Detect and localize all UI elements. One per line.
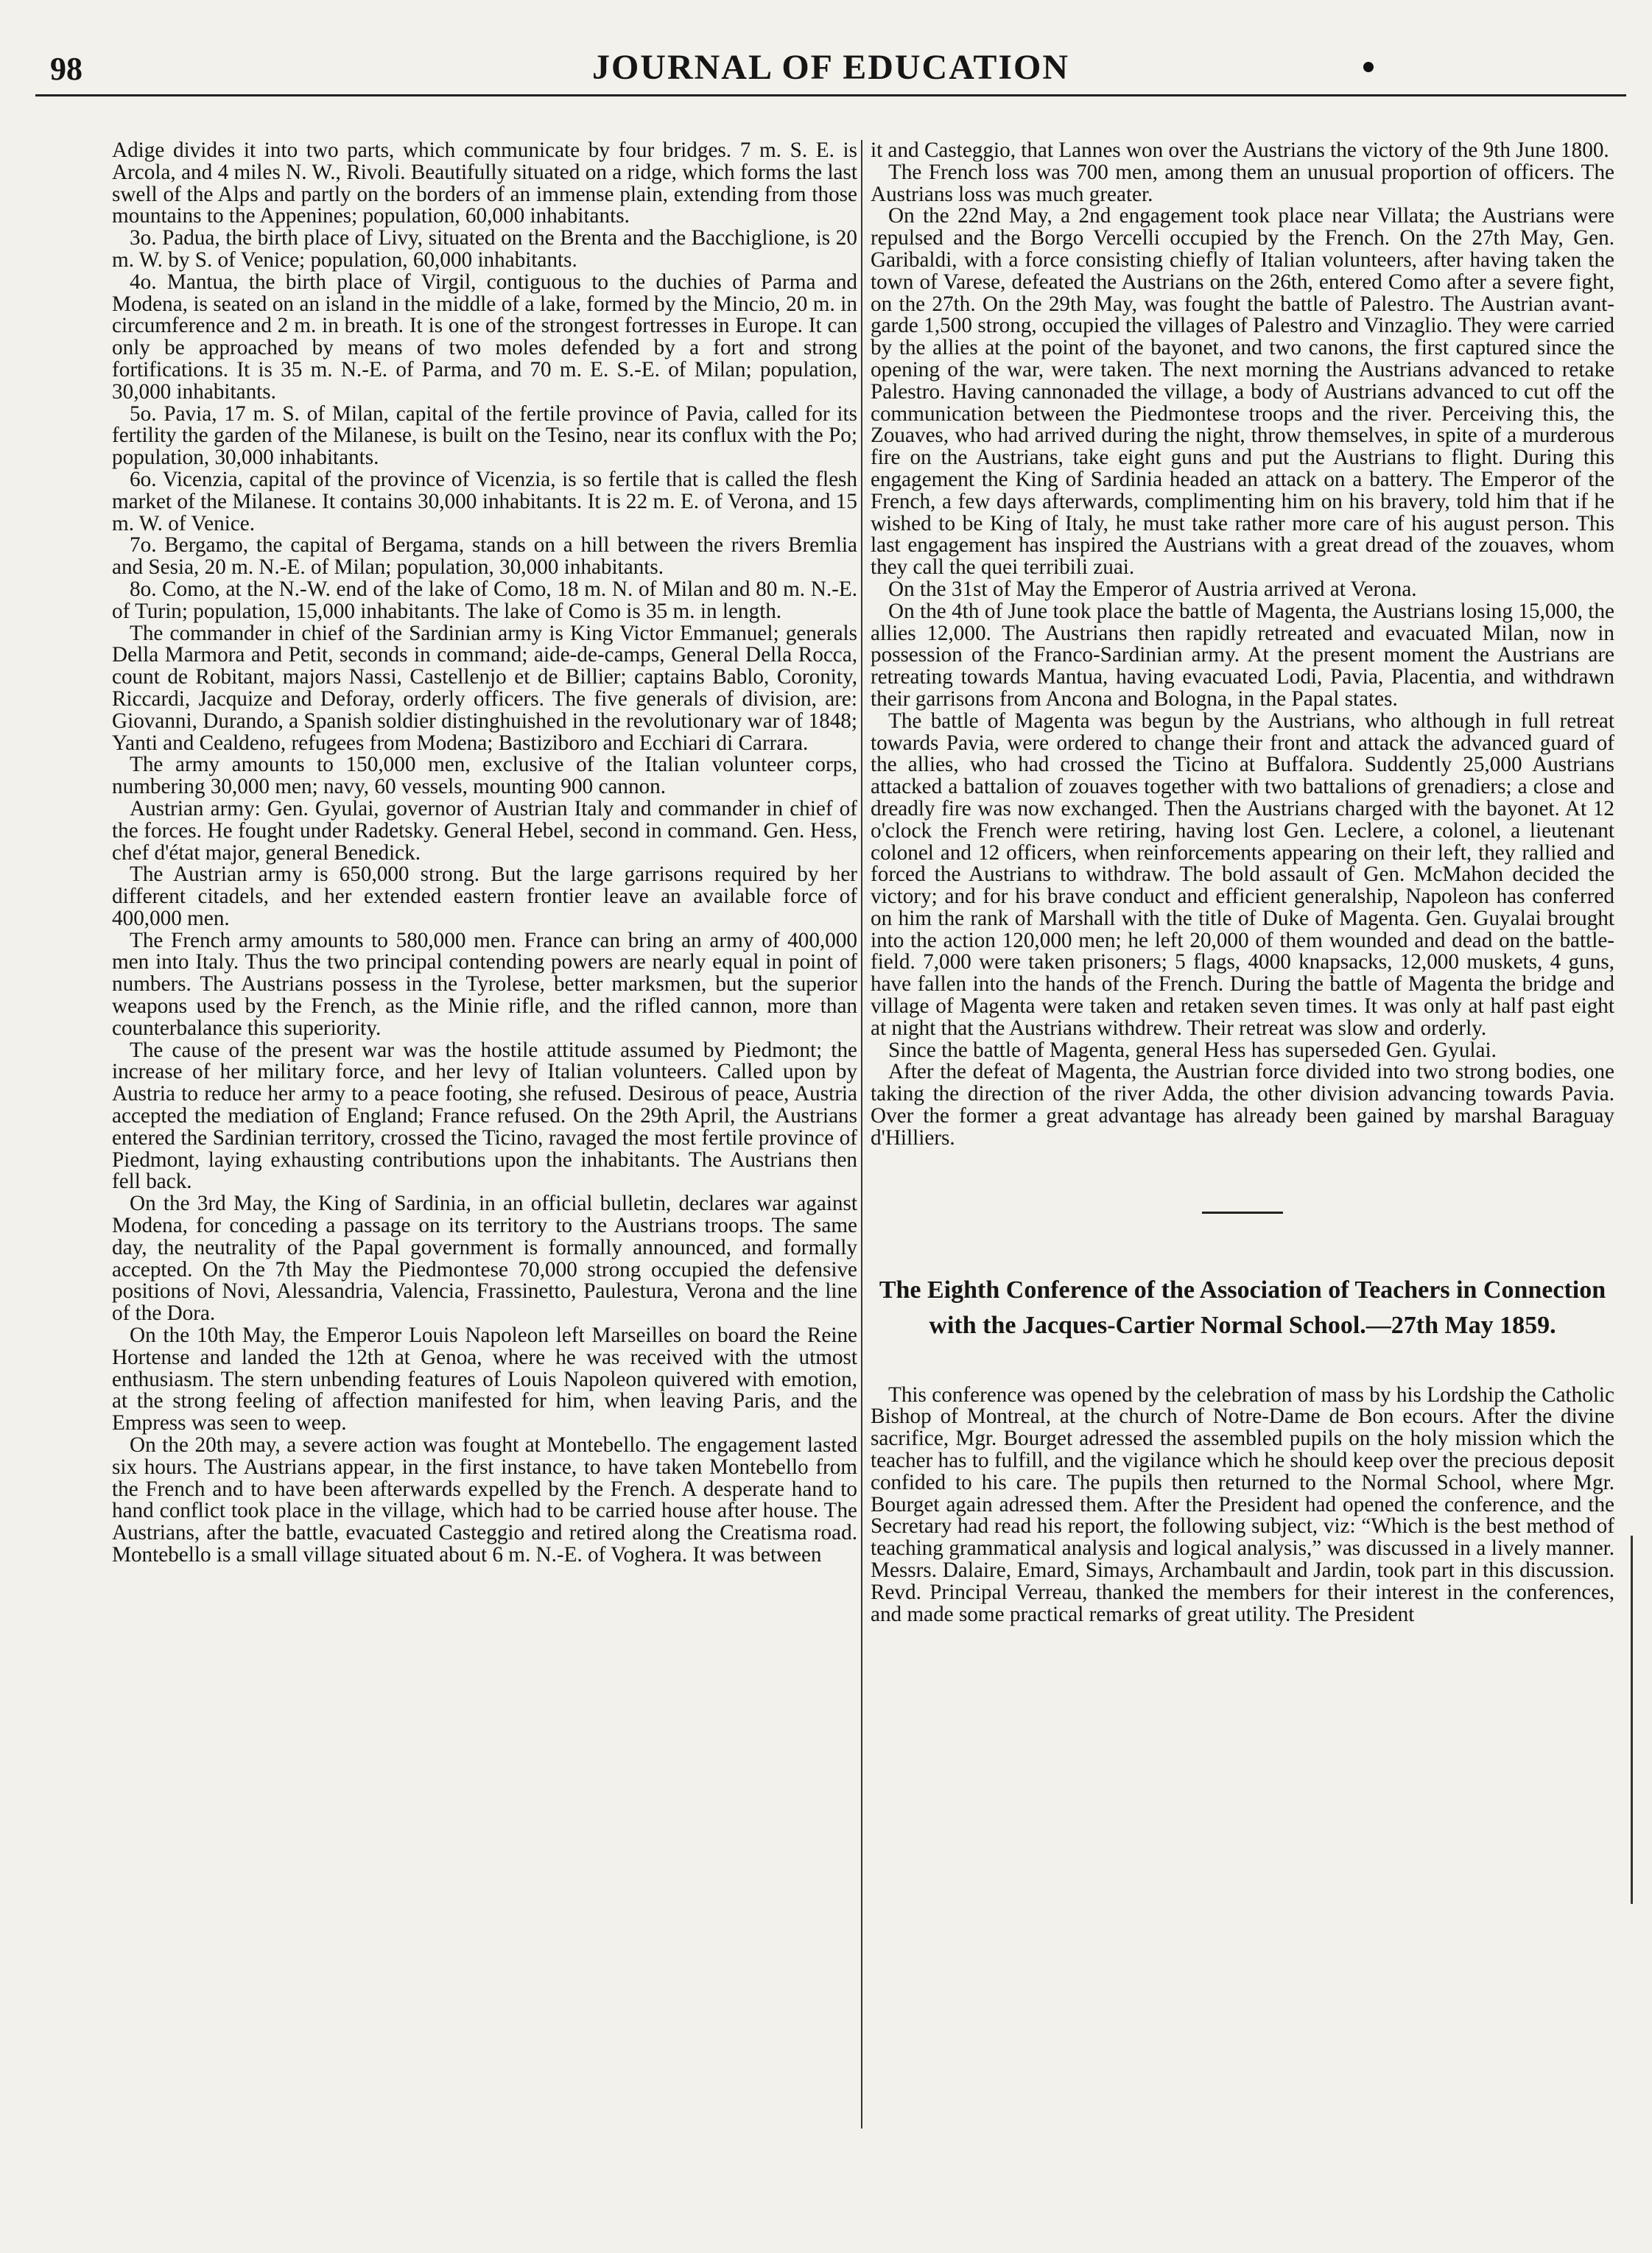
paragraph: The French army amounts to 580,000 men. France can bring an army of 400,000 men into Italy. Thus the two principal contending powers are nearly equal in point of numbers. The Austrians possess in the Tyrolese, better marksmen, but the superior weapons used by the French, as the Minie rifle, and the rifled cannon, more than counterbalance this superiority. xyxy=(112,928,857,1040)
paragraph: The battle of Magenta was begun by the Austrians, who although in full retreat towards Pavia, were ordered to change their front and attack the advanced guard of the allies, who had crossed the Ticino at Buffalora. Suddently 25,000 Austrians attacked a battalion of zouaves together with two battalions of grenadiers; a close and dreadly fire was now exchanged. Then the Austrians charged with the bayonet. At 12 o'clock the French were retiring, having lost Gen. Leclere, a colonel, a lieutenant colonel and 12 officers, when reinforcements appearing on their left, they rallied and forced the Austrians to withdraw. The bold assault of Gen. McMahon decided the victory; and for his brave conduct and efficient generalship, Napoleon has conferred on him the rank of Marshall with the title of Duke of Magenta. Gen. Guyalai brought into the action 120,000 men; he left 20,000 of them wounded and dead on the battle-field. 7,000 were taken prisoners; 5 flags, 4000 knapsacks, 12,000 muskets, 4 guns, have fallen into the hands of the French. During the battle of Magenta the bridge and village of Magenta were taken and retaken seven times. It was only at half past eight at night that the Austrians withdrew. Their retreat was slow and orderly. xyxy=(871,709,1614,1040)
paragraph: The French loss was 700 men, among them an unusual proportion of officers. The Austrians loss was much greater. xyxy=(871,160,1614,206)
left-column xyxy=(112,140,857,1567)
paragraph: This conference was opened by the celebration of mass by his Lordship the Catholic Bishop of Montreal, at the church of Notre-Dame de Bon ecours. After the divine sacrifice, Mgr. Bourget adressed the assembled pupils on the holy mission which the teacher has to fulfill, and the vigilance which he should keep over the precious deposit confided to his care. The pupils then returned to the Normal School, where Mgr. Bourget again adressed them. After the President had opened the conference, and the Secretary had read his report, the following subject, viz: “Which is the best method of teaching grammatical analysis and logical analysis,” was discussed in a lively manner. Messrs. Dalaire, Emard, Simays, Archambault and Jardin, took part in this discussion. Revd. Principal Verreau, thanked the members for their interest in the conferences, and made some practical remarks of great utility. The President xyxy=(871,1382,1614,1626)
paragraph: After the defeat of Magenta, the Austrian force divided into two strong bodies, one taking the direction of the river Adda, the other division advancing towards Pavia. Over the former a great advantage has already been gained by marshal Baraguay d'Hilliers. xyxy=(871,1060,1614,1150)
right-column xyxy=(871,140,1614,1625)
paragraph: Austrian army: Gen. Gyulai, governor of Austrian Italy and commander in chief of the forces. He fought under Radetsky. General Hebel, second in command. Gen. Hess, chef d'état major, general Benedick. xyxy=(112,796,857,865)
column-divider xyxy=(861,140,862,2129)
paragraph: it and Casteggio, that Lannes won over the Austrians the victory of the 9th June 1800. xyxy=(871,138,1609,162)
page-edge-mark xyxy=(1631,1536,1636,1904)
paragraph: On the 10th May, the Emperor Louis Napoleon left Marseilles on board the Reine Hortense and landed the 12th at Genoa, where he was received with the utmost enthusiasm. The stern unbending features of Louis Napoleon quivered with emotion, at the strong feeling of affection manifested for him, when leaving Paris, and the Empress was seen to weep. xyxy=(112,1324,857,1435)
page-number: 98 xyxy=(50,51,82,87)
paragraph: On the 31st of May the Emperor of Austria arrived at Verona. xyxy=(888,577,1417,601)
paragraph: 5o. Pavia, 17 m. S. of Milan, capital of the fertile province of Pavia, called for its fertility the garden of the Milanese, is built on the Tesino, near its conflux with the Po; population, 30,000 inhabitants. xyxy=(112,401,857,470)
paragraph: The commander in chief of the Sardinian army is King Victor Emmanuel; generals Della Marmora and Petit, seconds in command; aide-de-camps, General Della Rocca, count de Robitant, majors Nassi, Castellenjo et de Billier; captains Bablo, Coronity, Riccardi, Jacquize and Deforay, orderly officers. The five generals of division, are: Giovanni, Durando, a Spanish soldier distinghuished in the revolutionary war of 1848; Yanti and Cealdeno, refugees from Modena; Bastiziboro and Ecchiari di Carrara. xyxy=(112,621,857,755)
paragraph: On the 22nd May, a 2nd engagement took place near Villata; the Austrians were repulsed and the Borgo Vercelli occupied by the French. On the 27th May, Gen. Garibaldi, with a force consisting chiefly of Italian volunteers, after having taken the town of Varese, defeated the Austrians on the 26th, entered Como after a severe fight, on the 27th. On the 29th May, was fought the battle of Palestro. The Austrian avant-garde 1,500 strong, occupied the villages of Palestro and Vinzaglio. They were carried by the allies at the point of the bayonet, and two canons, the first captured since the opening of the war, were taken. The next morning the Austrians advanced to retake Palestro. Having cannonaded the village, a body of Austrians advanced to cut off the communication between the Piedmontese troops and the river. Perceiving this, the Zouaves, who had arrived during the night, throw themselves, in spite of a murderous fire on the Austrians, take eight guns and put the Austrians to flight. During this engagement the King of Sardinia headed an attack on a battery. The Emperor of the French, a few days afterwards, complimenting him on his bravery, told him that if he wished to be King of Italy, he must take rather more care of his august person. This last engagement has inspired the Austrians with a great dread of the zouaves, whom they call the quei terribili zuai. xyxy=(871,204,1614,580)
paragraph: 8o. Como, at the N.-W. end of the lake of Como, 18 m. N. of Milan and 80 m. N.-E. of Turin; population, 15,000 inhabitants. The lake of Como is 35 m. in length. xyxy=(112,577,857,623)
paragraph: On the 3rd May, the King of Sardinia, in an official bulletin, declares war against Modena, for conceding a passage on its territory to the Austrians troops. The same day, the neutrality of the Papal government is formally announced, and formally accepted. On the 7th May the Piedmontese 70,000 strong occupied the defensive positions of Novi, Alessandria, Valencia, Frassinetto, Paulestura, Verona and the line of the Dora. xyxy=(112,1192,857,1326)
section-rule xyxy=(1202,1212,1283,1214)
paragraph: Since the battle of Magenta, general Hess has superseded Gen. Gyulai. xyxy=(888,1038,1497,1062)
paragraph: 3o. Padua, the birth place of Livy, situated on the Brenta and the Bacchiglione, is 20 m. W. by S. of Venice; population, 60,000 inhabitants. xyxy=(112,226,857,272)
ink-dot xyxy=(1363,62,1374,72)
page-header xyxy=(35,43,1626,96)
paragraph: The cause of the present war was the hostile attitude assumed by Piedmont; the increase of her military force, and her levy of Italian volunteers. Called upon by Austria to reduce her army to a peace footing, she refused. Desirous of peace, Austria accepted the mediation of England; France refused. On the 29th April, the Austrians entered the Sardinian territory, crossed the Ticino, ravaged the most fertile province of Piedmont, laying exhausting contributions upon the inhabitants. The Austrians then fell back. xyxy=(112,1038,857,1194)
paragraph: The Austrian army is 650,000 strong. But the large garrisons required by her different citadels, and her extended eastern frontier leave an available force of 400,000 men. xyxy=(112,862,857,930)
section-title: The Eighth Conference of the Association of Teachers in Connection with the Jacques-Cartier Normal School.—27th May 1859. xyxy=(879,1276,1606,1339)
paragraph: 6o. Vicenzia, capital of the province of Vicenzia, is so fertile that is called the flesh market of the Milanese. It contains 30,000 inhabitants. It is 22 m. E. of Verona, and 15 m. W. of Venice. xyxy=(112,467,857,535)
paragraph: 7o. Bergamo, the capital of Bergama, stands on a hill between the rivers Bremlia and Sesia, 20 m. N.-E. of Milan; population, 30,000 inhabitants. xyxy=(112,533,857,580)
running-title: JOURNAL OF EDUCATION xyxy=(591,48,1070,87)
paragraph: On the 4th of June took place the battle of Magenta, the Austrians losing 15,000, the allies 12,000. The Austrians then rapidly retreated and evacuated Milan, now in possession of the Franco-Sardinian army. At the present moment the Austrians are retreating towards Mantua, having evacuated Lodi, Pavia, Placentia, and withdrawn their garrisons from Ancona and Bologna, in the Papal states. xyxy=(871,599,1614,711)
paragraph: The army amounts to 150,000 men, exclusive of the Italian volunteer corps, numbering 30,000 men; navy, 60 vessels, mounting 900 cannon. xyxy=(112,753,857,799)
paragraph: On the 20th may, a severe action was fought at Montebello. The engagement lasted six hours. The Austrians appear, in the first instance, to have taken Montebello from the French and to have been afterwards expelled by the French. A desperate hand to hand conflict took place in the village, which had to be carried house after house. The Austrians, after the battle, evacuated Casteggio and retired along the Creatisma road. Montebello is a small village situated about 6 m. N.-E. of Voghera. It was between xyxy=(112,1433,857,1567)
paragraph: 4o. Mantua, the birth place of Virgil, contiguous to the duchies of Parma and Modena, is seated on an island in the middle of a lake, formed by the Mincio, 20 m. in circumference and 2 m. in breath. It is one of the strongest fortresses in Europe. It can only be approached by means of two moles defended by a fort and strong fortifications. It is 35 m. N.-E. of Parma, and 70 m. E. S.-E. of Milan; population, 30,000 inhabitants. xyxy=(112,270,857,404)
paragraph: Adige divides it into two parts, which communicate by four bridges. 7 m. S. E. is Arcola, and 4 miles N. W., Rivoli. Beautifully situated on a ridge, which forms the last swell of the Alps and partly on the borders of an immense plain, extending from those mountains to the Appenines; population, 60,000 inhabitants. xyxy=(112,138,857,228)
